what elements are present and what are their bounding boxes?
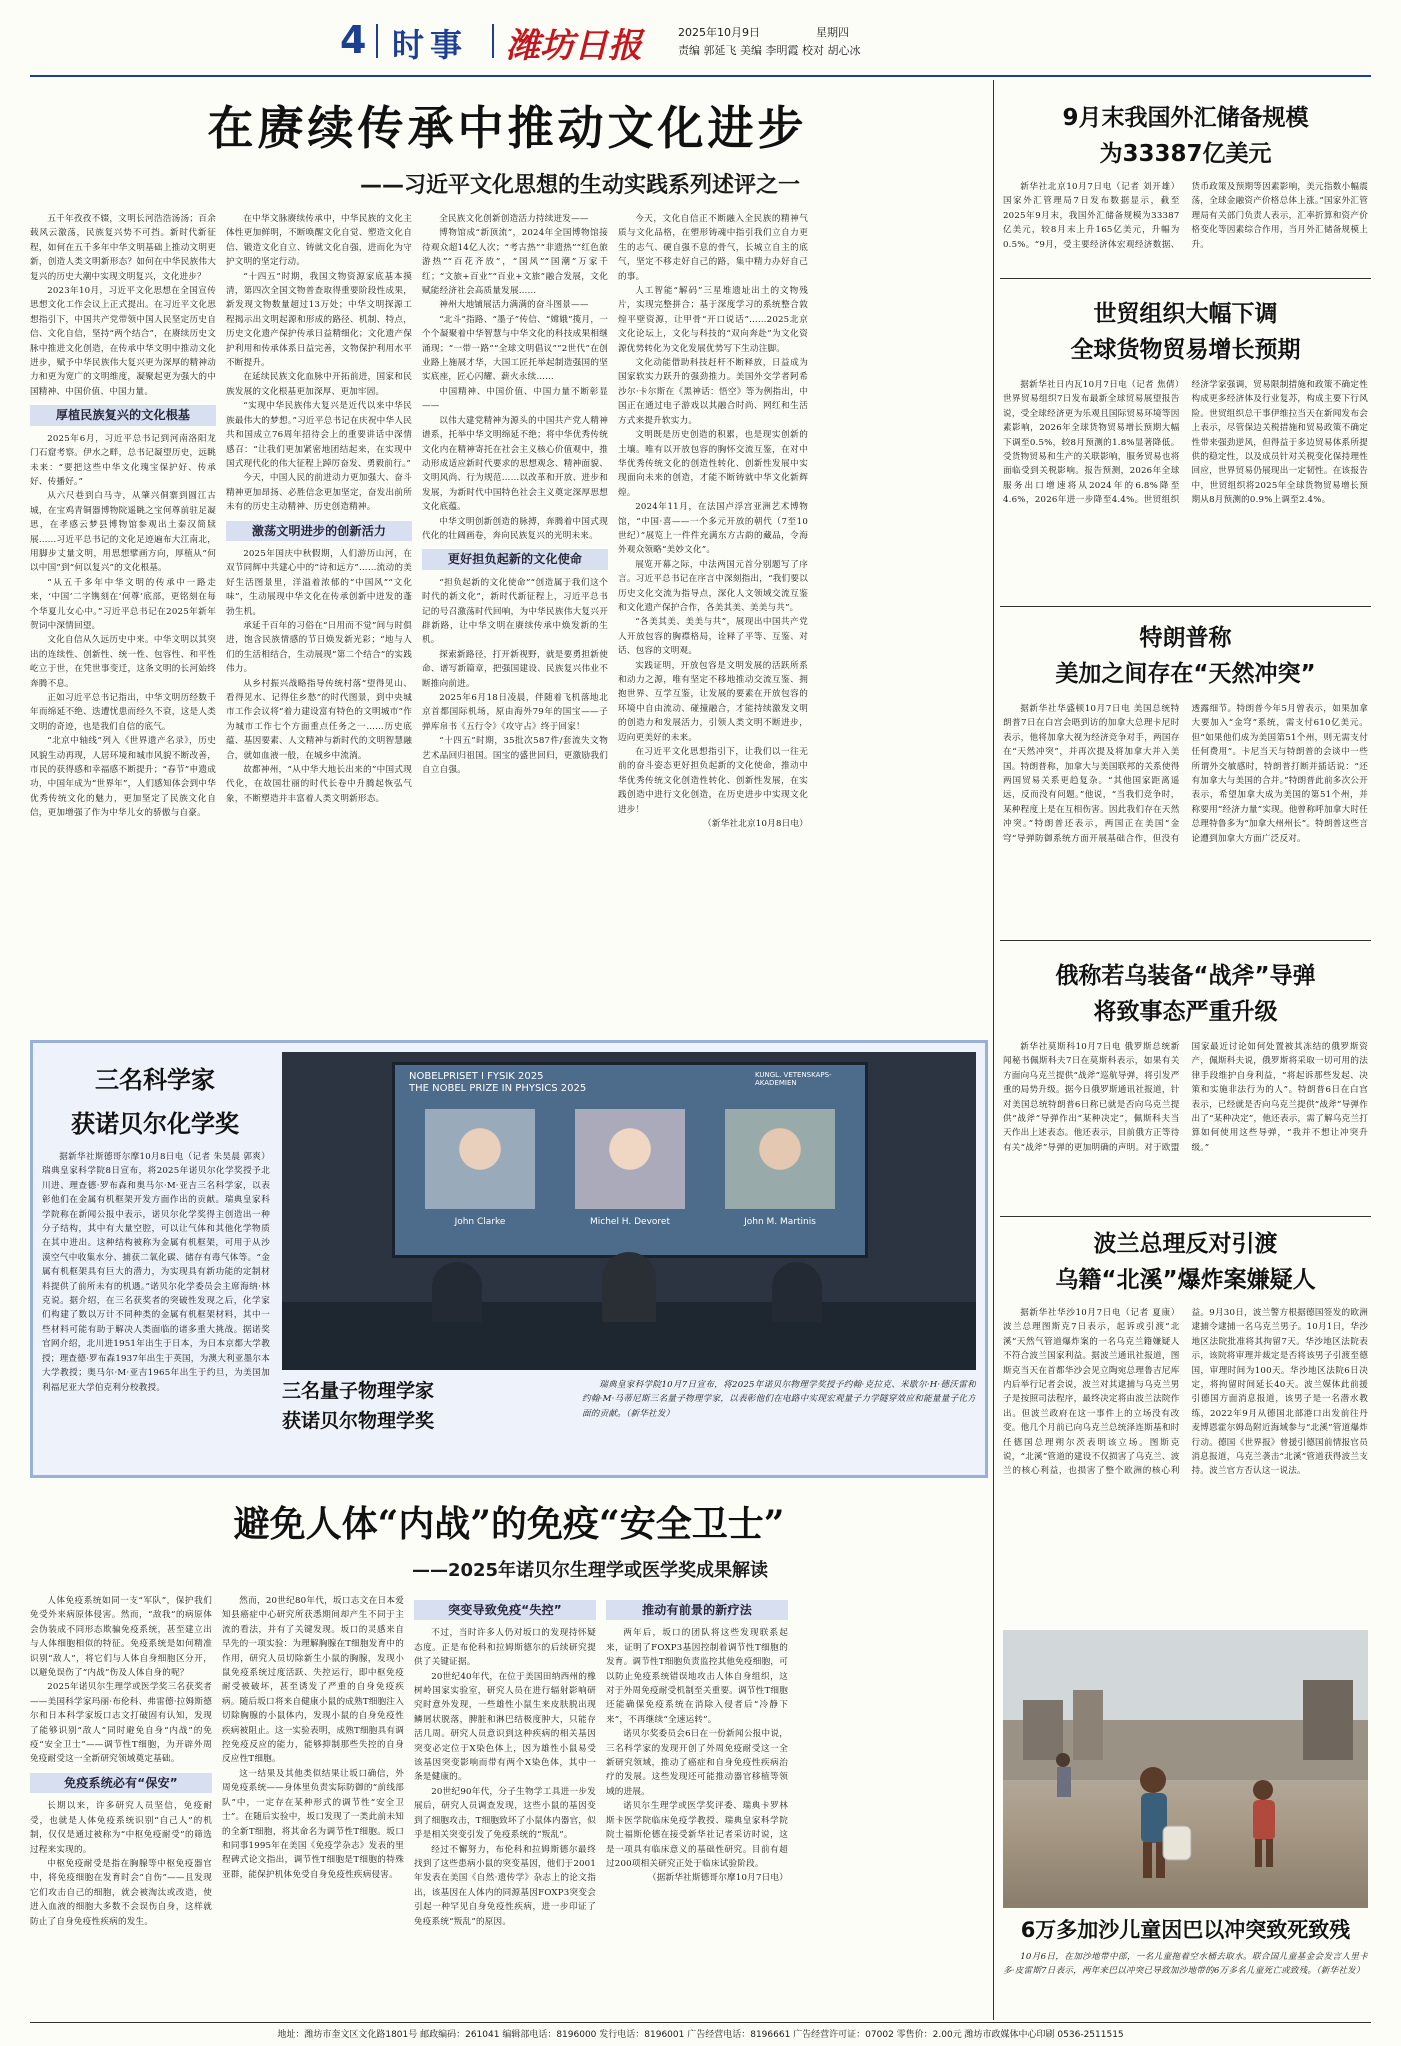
screen-banner-1: NOBELPRISET I FYSIK 2025 (409, 1071, 544, 1082)
caption-text: 10月6日，在加沙地带中部，一名儿童拖着空水桶去取水。联合国儿童基金会发言人里卡多·皮雷斯7日表示，两年来巴以冲突已导致加沙地带的6万多名儿童死亡或致残。（新华社发） (1003, 1952, 1368, 1977)
byline: （新华社北京10月8日电） (703, 819, 808, 830)
headline-line: 三名量子物理学家 (282, 1380, 435, 1402)
paragraph: 2024年11月，在法国卢浮宫亚洲艺术博物馆，“中国·喜——一个多元开放的朝代（7至10世纪）”展览上一件件充满东方古韵的藏品，令海外观众领略“美妙文化”。 (618, 502, 808, 556)
paragraph: 故都神州，“从中华大地长出来的”中国式现代化，在故国壮丽的时代长卷中升腾起恢弘气象，不断塑造并丰富着人类文明新形态。 (226, 765, 412, 804)
article-1-headline (1000, 100, 1371, 172)
chemistry-body (42, 1150, 270, 1466)
headline-line: 特朗普称 (1139, 625, 1232, 651)
lead-subheading-3: 更好担负起新的文化使命 (422, 549, 608, 569)
paragraph: 探索新路径，打开新视野，就是要勇担新使命、谱写新篇章，把强国建设、民族复兴伟业不断推向前进。 (422, 649, 608, 689)
gaza-caption (1003, 1950, 1368, 2012)
paragraph: “北京中轴线”列入《世界遗产名录》，历史风貌生动再现，人居环境和城市风貌不断改善，市民的获得感和幸福感不断提升；“春节”申遗成功，中国年成为“世界年”，人们感知体会到中华优秀传统文化的魅力，更加坚定了民族文化自信，更加增强了作为中华儿女的骄傲与自豪。 (30, 736, 216, 819)
paragraph: “实现中华民族伟大复兴是近代以来中华民族最伟大的梦想。”习近平总书记在庆祝中华人民共和国成立76周年招待会上的重要讲话中深情感召：“让我们更加紧密地团结起来，在实现中国式现代化的伟大征程上踔厉奋发、勇毅前行。” (226, 401, 412, 469)
headline-line: 三名科学家 (95, 1066, 215, 1094)
paragraph: 中华文明创新创造的脉搏，奔腾着中国式现代化的壮阔画卷，奔向民族复兴的光明未来。 (422, 516, 608, 541)
article-1-body (1003, 180, 1368, 274)
nobel-press-photo (282, 1052, 976, 1370)
paragraph: 五千年孜孜不辍，文明长河浩浩汤汤；百余载风云激荡，民族复兴势不可挡。新时代新征程，如何在五千多年中华文明基础上推动文明更新，创造人类文明新形态？如何在中华民族伟大复兴的历史大潮中实现文明复兴，文化进步？ (30, 214, 216, 282)
paragraph: 人体免疫系统如同一支“军队”，保护我们免受外来病原体侵害。然而，“敌我”的病原体会伪装成不同形态欺骗免疫系统，甚至建立出与人体细胞相似的特征。免疫系统是如何精准识别“敌人”，将它们与人体自身细胞区分开，以避免误伤了“内战”伤及人体自身的呢？ (30, 1596, 212, 1679)
weekday: 星期四 (816, 26, 849, 39)
paragraph: “北斗”指路、“墨子”传信、“嫦娥”揽月，一个个凝聚着中华智慧与中华文化的科技成果相继涌现；“一带一路”“全球文明倡议”“2世代”在创业路上施展才华，大国工匠托举起制造强国的坚实底座，匠心闪耀、薪火永续…… (422, 314, 608, 383)
lead-headline: 在赓续传承中推动文化进步 (207, 101, 808, 155)
laureate-name: John Clarke (454, 1217, 506, 1227)
paragraph: 正如习近平总书记指出，中华文明历经数千年而绵延不绝、迭遭忧患而经久不衰，这是人类文明的奇迹，也是我们自信的底气。 (30, 693, 216, 732)
article-separator (1000, 278, 1371, 279)
article-5-body (1003, 1306, 1368, 1622)
paragraph: 据新华社华盛顿10月7日电 美国总统特朗普7日在白宫会晤到访的加拿大总理卡尼时表示，他将加拿大视为经济竞争对手，两国存在“天然冲突”，并再次提及将加拿大并入美国。特朗普称，加拿大与美国联邦的关系使得两国贸易关系更趋复杂。“其他国家距离遥远，反而没有问题。”他说，“当我们竞争时，某种程度上是在互相伤害。因此我们存在天然冲突。”特朗普还表示，两国正在美国“金穹”导弹防御系统方面开展基础合作，但没有透露细节。特朗普今年5月曾表示，如果加拿大要加入“金穹”系统，需支付610亿美元。但“如果他们成为美国第51个州，则无需支付任何费用”。卡尼当天与特朗普的会谈中一些所谓外交敏感时，特朗普打断并插话说：“还有加拿大与美国的合并。”特朗普此前多次公开表示，希望加拿大成为美国的第51个州，并称要用“经济力量”实现。他曾称呼加拿大时任总理特鲁多为“加拿大州州长”。特朗普这些言论遭到加拿大方面广泛反对。 (1003, 704, 1368, 844)
headline-line: 全球货物贸易增长预期 (1070, 337, 1301, 363)
paragraph: 全民族文化创新创造活力持续迸发—— (439, 214, 589, 224)
paragraph: 诺贝尔生理学或医学奖评委、瑞典卡罗林斯卡医学院临床免疫学教授、瑞典皇家科学院院士福斯伦德在接受新华社记者采访时说，这是一项具有临床意义的基础性研究。目前有超过200项相关研究正处于临床试验阶段。 (606, 1801, 788, 1869)
paragraph: 2025年国庆中秋假期，人们游历山河，在双节同辉中共建心中的“诗和远方”……流动的美好生活图景里，洋溢着浓郁的“中国风”“文化味”，生动展现中华文化在传承创新中迸发的蓬勃生机。 (226, 548, 412, 617)
headline-line: 波兰总理反对引渡 (1093, 1231, 1278, 1257)
lead-subheading-2: 激荡文明进步的创新活力 (226, 521, 412, 541)
article-4-headline (1000, 958, 1371, 1030)
laureate-portrait (575, 1109, 685, 1209)
paragraph: “十四五”时期，35批次587件/套流失文物艺术品回归祖国。国宝的盛世回归，更激励我们自立自强。 (422, 736, 608, 776)
column-divider (993, 80, 994, 2020)
immune-column-4 (606, 1594, 788, 2010)
paragraph: 两年后，坂口的团队将这些发现联系起来，证明了FOXP3基因控制着调节性T细胞的发育。调节性T细胞负责监控其他免疫细胞，可以防止免疫系统错误地攻击人体自身组织，这对于外周免疫耐受机制至关重要。调节性T细胞还能确保免疫系统在消除入侵者后“冷静下来”，不再继续“全速运转”。 (606, 1628, 788, 1725)
headline-line: 9月末我国外汇储备规模 (1062, 105, 1309, 131)
paragraph: 从乡村振兴战略指导传统村落“望得见山、看得见水、记得住乡愁”的时代图景，到中央城市工作会议将“着力建设富有特色的文明城市”作为城市工作七个方面重点任务之一……历史底蕴、基因要素、人文精神与新时代的文明智慧融合，就如血液一般，在城乡中流淌。 (226, 678, 412, 761)
headline-line: 乌籍“北溪”爆炸案嫌疑人 (1055, 1267, 1316, 1293)
lead-column-3 (422, 212, 608, 1032)
headline-line: 俄称若乌装备“战斧”导弹 (1055, 963, 1316, 989)
immune-subheading-2: 突变导致免疫“失控” (414, 1600, 596, 1620)
paper-logo: 潍坊日报 (506, 26, 642, 66)
paragraph: 人工智能“解码”三星堆遗址出土的文物残片，实现完整拼合；基于深度学习的系统整合敦煌平壁资源，让甲骨“开口说话”……2025北京文化论坛上，文化与科技的“双向奔赴”为文化资源优势转化为文化发展优势写下生动注脚。 (618, 286, 808, 354)
chemistry-headline (42, 1058, 268, 1146)
paragraph: 这一结果及其他类似结果让坂口确信，外周免疫系统——身体里负责实际防御的“前线部队”中，一定存在某种形式的调节性“安全卫士”。在随后实验中，坂口发现了一类此前未知的全新T细胞，将其命名为调节性T细胞。坂口和同事1995年在美国《免疫学杂志》发表的里程碑式论文指出，调节性T细胞是T细胞的特殊亚群，能保护机体免受自身免疫性疾病侵害。 (222, 1768, 404, 1880)
page-number: 4 (340, 18, 367, 62)
footer-rule (30, 2022, 1371, 2023)
screen-banner-2: THE NOBEL PRIZE IN PHYSICS 2025 (409, 1083, 587, 1094)
paragraph: 文化动能借助科技赶杆不断释放，日益成为国家软实力跃升的强劲推力。美国外交学者阿希沙尔·卡尔斯在《黑神话：悟空》等为例指出，中国正在通过电子游戏以其融合时尚、网红和生活方式来提升软实力。 (618, 358, 808, 426)
paragraph: “从五千多年中华文明的传承中一路走来，‘中国’二字镌刻在‘何尊’底部，更铭刻在每个华夏儿女心中。”习近平总书记在2025年新年贺词中深情回望。 (30, 577, 216, 631)
paragraph: 中枢免疫耐受是指在胸腺等中枢免疫器官中，将免疫细胞在发育时会“自伤”——且发现它们攻击自己的细胞，就会被淘汰或改造，使进入血液的细胞大多数不会误伤自身，这样就防止了自身免疫性疾病的发生。 (30, 1858, 212, 1927)
paragraph: 博物馆成“新顶流”，2024年全国博物馆接待观众超14亿人次；“考古热”“非遗热”“红色旅游热”“百花齐放”，“国风”“国潮”万家千红；“文旅+百业”“百业+文旅”融合发展，文化赋能经济社会高质量发展…… (422, 228, 608, 297)
paragraph: “十四五”时期，我国文物资源家底基本摸清，第四次全国文物普查取得重要阶段性成果，新发现文物数量超过13万处；中华文明探源工程揭示出文明起源和形成的路径、机制、特点，历史文化遗产保护传承日益精细化；文化遗产保护利用和传承体系日益完善，文物保护利用水平不断提升。 (226, 271, 412, 369)
panelist (602, 1252, 656, 1322)
masthead-rule (30, 75, 1371, 77)
issue-date: 2025年10月9日 (678, 26, 760, 39)
article-2-headline (1000, 296, 1371, 368)
article-3-headline (1000, 620, 1371, 692)
gaza-headline: 6万多加沙儿童因巴以冲突致死致残 (1020, 1918, 1351, 1942)
paragraph: 20世纪40年代，在位于美国田纳西州的橡树岭国家实验室，研究人员在进行辐射影响研究时意外发现，一些雄性小鼠生来皮肤脱出现鳞屑状脱落，脾脏和淋巴结极度肿大，只能存活几周。研究人员意识到这种疾病的相关基因突变必定位于X染色体上，因为雄性小鼠易受该基因突变影响而带有两个X染色体，其中一条是健康的。 (414, 1671, 596, 1783)
academy-logo: KUNGL. VETENSKAPS-AKADEMIEN (755, 1071, 832, 1087)
caption-text: 瑞典皇家科学院10月7日宣布，将2025年诺贝尔物理学奖授予约翰·克拉克、米歇尔·H·德沃雷和约翰·M·马蒂尼斯三名量子物理学家，以表彰他们在电路中实现宏观量子力学隧穿效应和能量量子化方面的贡献。（新华社发） (582, 1380, 976, 1419)
paragraph: 2025年诺贝尔生理学或医学奖三名获奖者——美国科学家玛丽·布伦科、弗雷德·拉姆斯德尔和日本科学家坂口志文打破固有认知，发现了能够识别“敌人”同时避免自身“内战”的免疫“安全卫士”——调节性T细胞，为开辟外周免疫耐受这一全新研究领域奠定基础。 (30, 1682, 212, 1765)
immune-column-3 (414, 1594, 596, 2010)
headline-line: 将致事态严重升级 (1093, 999, 1278, 1025)
lead-column-5 (818, 212, 988, 1032)
footer-info: 地址：潍坊市奎文区文化路1801号 邮政编码：261041 编辑部电话：8196000 发行电话：8196001 广告经营电话：8196661 广告经营许可证：07002 零售价：2.00元 潍坊市政媒体中心印刷 0536-2511515 (277, 2030, 1124, 2040)
immune-subheadline: ——2025年诺贝尔生理学或医学奖成果解读 (411, 1560, 769, 1581)
paragraph: 据新华社华沙10月7日电（记者 夏康）波兰总理图斯克7日表示，起诉或引渡“北溪”天然气管道爆炸案的一名乌克兰籍嫌疑人不符合波兰国家利益。据波兰通讯社报道，图斯克当天在首都华沙会见立陶宛总理鲁吉尼库内后举行记者会说，波兰对其逮捕与乌克兰男子是按照司法程序，最终决定将由波兰法院作出。但波兰政府在这一事件上的立场没有改变。他几个月前已向乌克兰总统泽连斯基和时任德国总理朔尔茨表明该立场。图斯克说，“北溪”管道的建设不仅损害了乌克兰、波兰的核心利益，也损害了整个欧洲的核心利益。9月30日，波兰警方根据德国签发的欧洲逮捕令逮捕一名乌克兰男子。10月1日，华沙地区法院批准将其拘留7天。华沙地区法院表示，该院将审理并裁定是否将该男子引渡至德国，审理时间为100天。华沙地区法院6日决定，将拘留时间延长40天。波兰媒体此前援引德国方面消息报道，该男子是一名潜水教练，2022年9月从德国北部港口出发前往丹麦博恩霍尔姆岛附近海域参与“北溪”管道爆炸行动。德国《世界报》曾援引德国前情报官员消息报道，乌克兰袭击“北溪”管道获得波兰支持。波兰官方否认这一说法。 (1003, 1308, 1368, 1477)
immune-column-2 (222, 1594, 404, 2010)
paragraph: 2025年6月，习近平总书记到河南洛阳龙门石窟考察。伊水之畔，总书记凝望历史，远眺未来：“要把这些中华文化瑰宝保护好、传承好、传播好。” (30, 433, 216, 487)
immune-subheading-3: 推动有前景的新疗法 (606, 1600, 788, 1620)
paragraph: 然而，20世纪80年代，坂口志文在日本爱知县癌症中心研究所获悉期间却产生不同于主流的看法，并有了关键发现。坂口的灵感来自早先的一项实验：为理解胸腺在T细胞发育中的作用，研究人员切除新生小鼠的胸腺，发现小鼠免疫系统过度活跃、失控运行，即中枢免疫耐受被破坏，甚至诱发了严重的自身免疫疾病。随后坂口将来自健康小鼠的成熟T细胞注入切除胸腺的小鼠体内，发现小鼠的自身免疫性疾病被阻止。这一实验表明，成熟T细胞具有调控免疫反应的能力，能够抑制那些失控的自身反应性T细胞。 (222, 1596, 404, 1765)
article-4-body (1003, 1040, 1368, 1212)
article-separator (1000, 1216, 1371, 1217)
paragraph: 据新华社斯德哥尔摩10月8日电（记者 朱昊晨 郭爽）瑞典皇家科学院8日宣布，将2025年诺贝尔化学奖授予北川进、理查德·罗布森和奥马尔·M·亚吉三名科学家，以表彰他们在金属有机框架开发方面作出的贡献。瑞典皇家科学院称在新闻公报中表示，诺贝尔化学奖得主创造出一种分子结构，其中有大量空腔，可以让气体和其他化学物质在其中进出。这种结构被称为金属有机框架，可用于从沙漠空气中收集水分、捕获二氧化碳、储存有毒气体等。“金属有机框架具有巨大的潜力，为实现具有新功能的定制材料提供了前所未有的机遇。”诺贝尔化学委员会主席海纳·林克说。据介绍，在三名获奖者的突破性发现之后，化学家们构建了数以万计不同种类的金属有机框架材料，其中一些材料可能有助于解决人类面临的诸多重大挑战。据诺奖官网介绍，北川进1951年出生于日本，为日本京都大学教授；理查德·罗布森1937年出生于英国，为澳大利亚墨尔本大学教授；奥马尔·M·亚吉1965年出生于约旦，为美国加利福尼亚大学伯克利分校教授。 (42, 1152, 270, 1393)
paragraph: 中国精神、中国价值、中国力量不断彰显—— (422, 386, 608, 412)
article-3-body (1003, 702, 1368, 936)
paragraph: 20世纪90年代，分子生物学工具进一步发展后，研究人员调查发现，这些小鼠的基因变到了细胞攻击，T细胞致坏了小鼠体内器官，似乎是相关突变引发了免疫系统的“叛乱”。 (414, 1786, 596, 1841)
immune-column-5 (798, 1594, 984, 2010)
gaza-photo (1003, 1630, 1368, 1908)
physics-caption (582, 1378, 976, 1468)
headline-line: 获诺贝尔物理学奖 (282, 1410, 435, 1432)
laureate-name: Michel H. Devoret (589, 1217, 670, 1227)
paragraph: “各美其美、美美与共”，展现出中国共产党人开放包容的胸襟格局，诠释了平等、互鉴、对话、包容的文明观。 (618, 617, 808, 657)
paragraph: 以伟大建党精神为源头的中国共产党人精神谱系，托举中华文明绵延不绝；将中华优秀传统文化内在精神寄托在社会主义核心价值观中，推动形成适应新时代要求的思想观念、精神面貌、文明风尚、行为规范……以改革和开放、进步和发展，为新时代中国特色社会主义奠定深厚思想文化底蕴。 (422, 415, 608, 513)
article-2-body (1003, 378, 1368, 600)
section-name: 时事 (392, 26, 469, 64)
paragraph: 文明既是历史创造的积累，也是现实创新的土壤。唯有以开放包容的胸怀交流互鉴，在对中华优秀传统文化的创造性转化、创新性发展中实现面向未来的创造，才能不断铸就中华文化新辉煌。 (618, 430, 808, 498)
paragraph: 承延千百年的习俗在“日用而不觉”间与时俱进，饱含民族情感的节日焕发新光彩；“地与人们的生活相结合，生动展现“第二个结合”的实践伟力。 (226, 620, 412, 675)
lead-column-4 (618, 212, 808, 1032)
editor-credits: 责编 郭延飞 美编 李明霞 校对 胡心冰 (678, 44, 861, 57)
paragraph: 新华社莫斯科10月7日电 俄罗斯总统新闻秘书佩斯科夫7日在莫斯科表示，如果有关方面向乌克兰提供“战斧”巡航导弹，将引发严重的局势升级。据今日俄罗斯通讯社报道，针对美国总统特朗普6日称已就是否向乌克兰提供“战斧”导弹作出“某种决定”，佩斯科夫当天作出上述表态。他还表示，目前俄方正等待有关“战斧”导弹的更加明确的声明。对于欧盟国家最近讨论如何处置被其冻结的俄罗斯资产，佩斯科夫说，俄罗斯将采取一切可用的法律手段维护自身利益，“将起诉那些发起、决策和实施非法行为的人”。特朗普6日在白宫表示，已经就是否向乌克兰提供“战斧”导弹作出了“某种决定”，他还表示，需了解乌克兰打算如何使用这些导弹，“我并不想让冲突升级。” (1003, 1042, 1368, 1153)
paragraph: “担负起新的文化使命”“创造属于我们这个时代的新文化”，新时代新征程上，习近平总书记的号召激荡时代回响，为中华民族伟大复兴开辟新路，让中华文明在赓续传承中焕发新的生机。 (422, 577, 608, 646)
headline-line: 美加之间存在“天然冲突” (1055, 661, 1316, 687)
paragraph: 2025年6月18日凌晨，伴随着飞机落地北京首都国际机场，原由海外79年的国宝——子弹库帛书《五行令》《攻守占》终于回家！ (422, 693, 608, 732)
immune-subheading-1: 免疫系统必有“保安” (30, 1773, 212, 1793)
immune-column-1 (30, 1594, 212, 2010)
nobel-screen (392, 1062, 868, 1258)
paragraph: 在习近平文化思想指引下，让我们以一往无前的奋斗姿态更好担负起新的文化使命，推动中华优秀传统文化创造性转化、创新性发展，在实践创造中进行文化创造，在历史进步中实现文化进步！ (618, 747, 808, 815)
masthead-divider (492, 24, 494, 58)
paragraph: 在中华文脉赓续传承中，中华民族的文化主体性更加鲜明，不断唤醒文化自觉、塑造文化自信、锻造文化自立、铸就文化自强，进而化为守护文明的坚定行动。 (226, 214, 412, 268)
paragraph: 不过，当时许多人仍对坂口的发现持怀疑态度。正是布伦科和拉姆斯德尔的后续研究提供了关键证据。 (414, 1628, 596, 1668)
paragraph: 今天，中国人民的前进动力更加强大、奋斗精神更加昂扬、必胜信念更加坚定，奋发出前所未有的历史主动精神、历史创造精神。 (226, 473, 412, 513)
gaza-photo-illustration (1003, 1630, 1368, 1908)
paragraph: 2023年10月，习近平文化思想在全国宣传思想文化工作会议上正式提出。在习近平文化思想指引下，中国共产党带领中国人民坚定历史自信、文化自信，坚持“两个结合”，在赓续历史文脉中推进文化创造，在传承中华文明中推动文化进步，赋予中华民族伟大复兴更为深厚的精神动力和更为宽广的文明维度，凝聚起更为强大的中国精神、中国价值、中国力量。 (30, 286, 216, 397)
laureate-portrait (425, 1109, 535, 1209)
panelist (432, 1262, 482, 1322)
lead-subheadline: ——习近平文化思想的生动实践系列述评之一 (359, 173, 800, 198)
lead-subheading-1: 厚植民族复兴的文化根基 (30, 405, 216, 425)
physics-headline (282, 1376, 562, 1436)
article-separator (1000, 940, 1371, 941)
paragraph: 从六尺巷到白马寺，从肇兴侗寨到圆江古城，在宝鸡青铜器博物院遥眺之宝何尊前驻足凝思，在孝感云梦县博物馆参观出土秦汉简牍展……习近平总书记的文化足迹遍布大江南北，用脚步丈量文明，用思想擘画方向，厚植从“何以中国”到“何以复兴”的文化根基。 (30, 491, 216, 574)
masthead-divider (376, 24, 378, 58)
byline: （据新华社斯德哥尔摩10月7日电） (647, 1873, 788, 1884)
paragraph: 实践证明，开放包容是文明发展的活跃所系和动力之源，唯有坚定不移地推动交流互鉴、拥抱世界、互学互鉴，让发展的要素在开放包容的环境中自由流动、碰撞融合，才能持续激发文明的创造力和发展活力，引领人类文明不断进步，迈向更美好的未来。 (618, 660, 808, 743)
laureate-name: John M. Martinis (744, 1217, 816, 1227)
masthead (340, 18, 1370, 70)
lead-column-1 (30, 212, 216, 1032)
article-separator (1000, 606, 1371, 607)
panelist (772, 1262, 822, 1322)
paragraph: 新华社北京10月7日电（记者 刘开雄）国家外汇管理局7日发布数据显示，截至2025年9月末，我国外汇储备规模为33387亿美元，较8月末上升165亿美元，升幅为0.5%。“9月，受主要经济体宏观经济数据、货币政策及预期等因素影响，美元指数小幅震荡，全球金融资产价格总体上涨。”国家外汇管理局有关部门负责人表示，汇率折算和资产价格变化等因素综合作用，当月外汇储备规模上升。 (1003, 182, 1368, 250)
headline-line: 世贸组织大幅下调 (1093, 301, 1278, 327)
laureate-portrait (725, 1109, 835, 1209)
paragraph: 今天，文化自信正不断融入全民族的精神气质与文化品格，在塑形铸魂中指引我们立自力更生的志气、硬自强不息的骨气，长城立自主的底气，坚定不移走好自己的路，集中精力办好自己的事。 (618, 214, 808, 282)
immune-headline: 避免人体“内战”的免疫“安全卫士” (233, 1503, 785, 1545)
paragraph: 长期以来，许多研究人员坚信，免疫耐受，也就是人体免疫系统识别“自己人”的机制，仅仅是通过被称为“中枢免疫耐受”的筛选过程来实现的。 (30, 1801, 212, 1855)
headline-line: 为33387亿美元 (1099, 141, 1272, 167)
paragraph: 神州大地铺展活力满满的奋斗图景—— (439, 300, 589, 311)
paragraph: 文化自信从久远历史中来。中华文明以其突出的连续性、创新性、统一性、包容性、和平性屹立于世，在凭世事变迁，这条文明的长河始终奔腾不息。 (30, 635, 216, 689)
paragraph: 经过不懈努力，布伦科和拉姆斯德尔最终找到了这些患病小鼠的突变基因，他们于2001年发表在美国《自然·遗传学》杂志上的论文指出，该基因在人体内的同源基因FOXP3突变会引起一种罕见自身免疫性疾病，进一步印证了免疫系统“叛乱”的原因。 (414, 1844, 596, 1927)
paragraph: 展览开幕之际，中法两国元首分别题写了序言。习近平总书记在序言中深刻指出，“我们要以历史文化交流为指导点，深化人文领域交流互鉴和文化遗产保护合作，各美其美、美美与共”。 (618, 559, 808, 613)
article-5-headline (1000, 1226, 1371, 1298)
paragraph: 诺贝尔奖委员会6日在一份新闻公报中说，三名科学家的发现开创了外周免疫耐受这一全新研究领域，推动了癌症和自身免疫性疾病治疗的发展。这些发现还可能推动器官移植等领域的进展。 (606, 1729, 788, 1797)
paragraph: 据新华社日内瓦10月7日电（记者 焦倩）世界贸易组织7日发布最新全球贸易展望报告说，受全球经济更为乐观且国际贸易环境等因素影响，2026年全球货物贸易增长预期大幅下调至0.5%，较8月预测的1.8%显著降低。受货物贸易和生产的关联影响，服务贸易也将面临受到关税影响。报告预测，2026年全球服务出口增速将从2024年的6.8%降至4.6%，2026年进一步降至4.4%。世贸组织经济学家强调，贸易限制措施和政策不确定性构成更多经济体及行业复苏，构成主要下行风险。世贸组织总干事伊维拉当天在新闻发布会上表示，尽管保边关税措施和贸易政策不确定性带来强劲逆风，但得益于多边贸易体系所提供的稳定性，以及成员针对关税变化保持理性回应，世界贸易仍展现出一定韧性。在该报告中，世贸组织将2025年全球货物贸易增长预期从8月预测的0.9%上调至2.4%。 (1003, 380, 1368, 506)
paragraph: 在延续民族文化血脉中开拓前进，国家和民族发展的文化根基更加深厚、更加牢固。 (226, 372, 412, 397)
lead-column-2 (226, 212, 412, 1032)
headline-line: 获诺贝尔化学奖 (71, 1110, 239, 1138)
